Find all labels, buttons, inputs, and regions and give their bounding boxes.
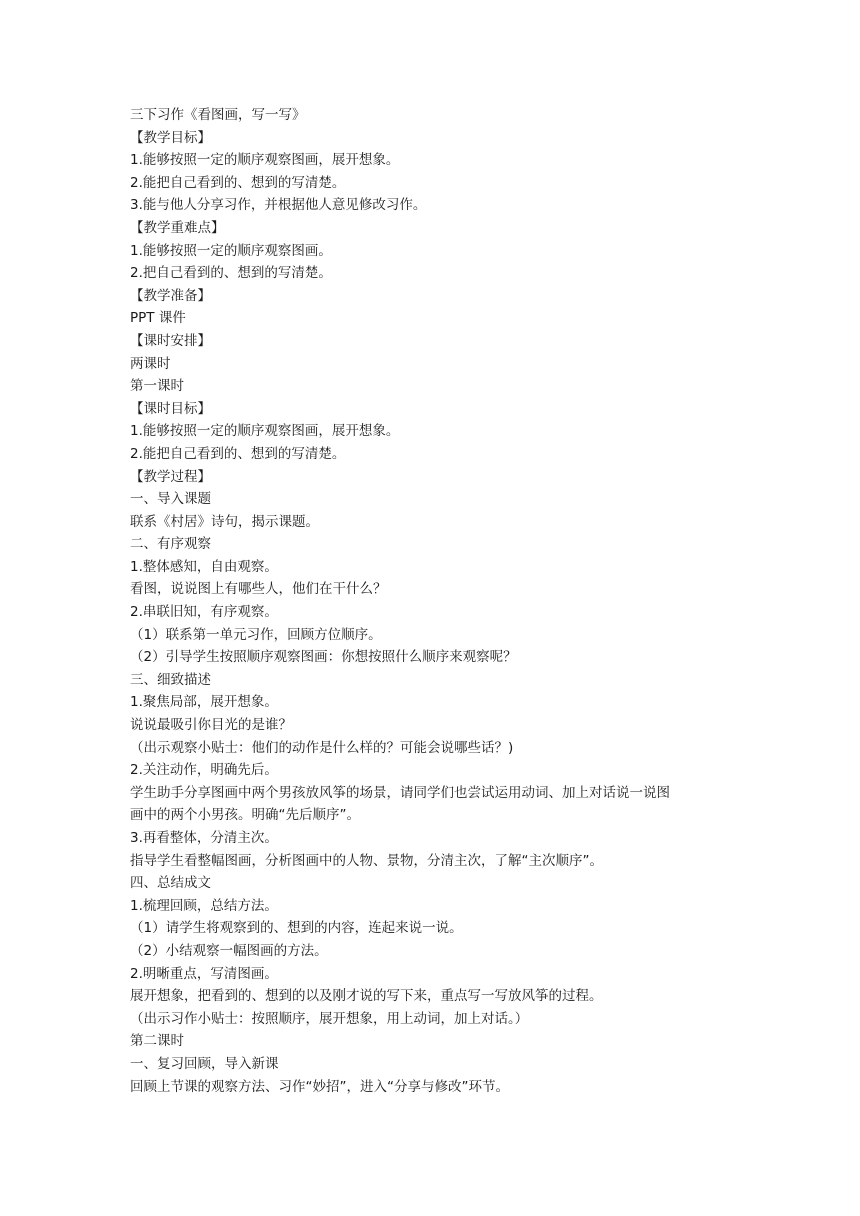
text-line: （1）联系第一单元习作，回顾方位顺序。 — [130, 626, 382, 643]
document-body — [130, 104, 740, 1098]
section-heading: 【教学过程】 — [130, 468, 211, 485]
text-line: 1.能够按照一定的顺序观察图画，展开想象。 — [130, 423, 400, 440]
section-heading: 【教学目标】 — [130, 129, 211, 146]
text-line: 说说最吸引你目光的是谁？ — [130, 717, 292, 734]
section-heading: 【课时目标】 — [130, 400, 211, 417]
lesson-heading: 第一课时 — [130, 378, 184, 395]
section-heading: 【教学重难点】 — [130, 219, 225, 236]
section-heading: 【课时安排】 — [130, 332, 211, 349]
text-line: 1.梳理回顾，总结方法。 — [130, 897, 278, 914]
text-line: （1）请学生将观察到的、想到的内容，连起来说一说。 — [130, 920, 463, 937]
text-line: 2.能把自己看到的、想到的写清楚。 — [130, 174, 346, 191]
text-line: 3.能与他人分享习作，并根据他人意见修改习作。 — [130, 197, 427, 214]
text-line: 2.明晰重点，写清图画。 — [130, 965, 278, 982]
text-line: 回顾上节课的观察方法、习作“妙招”，进入“分享与修改”环节。 — [130, 1078, 509, 1095]
text-line: 看图，说说图上有哪些人，他们在干什么？ — [130, 581, 387, 598]
text-line: 2.关注动作，明确先后。 — [130, 762, 278, 779]
section-heading: 【教学准备】 — [130, 287, 211, 304]
text-line: 1.能够按照一定的顺序观察图画。 — [130, 242, 332, 259]
text-line: 2.把自己看到的、想到的写清楚。 — [130, 265, 332, 282]
step-heading: 二、有序观察 — [130, 536, 211, 553]
text-line: 1.聚焦局部，展开想象。 — [130, 694, 278, 711]
text-line: 指导学生看整幅图画，分析图画中的人物、景物，分清主次，了解“主次顺序”。 — [130, 852, 603, 869]
text-line: 两课时 — [130, 355, 171, 372]
text-line: 2.能把自己看到的、想到的写清楚。 — [130, 445, 346, 462]
lesson-heading: 第二课时 — [130, 1033, 184, 1050]
step-heading: 一、复习回顾，导入新课 — [130, 1055, 279, 1072]
text-line: 学生助手分享图画中两个男孩放风筝的场景，请同学们也尝试运用动词、加上对话说一说图 — [130, 784, 670, 801]
step-heading: 一、导入课题 — [130, 491, 211, 508]
text-line: （出示观察小贴士：他们的动作是什么样的？可能会说哪些话？) — [130, 739, 514, 756]
text-line: 3.再看整体，分清主次。 — [130, 830, 278, 846]
text-line: 2.串联旧知，有序观察。 — [130, 604, 278, 621]
document-title: 三下习作《看图画，写一写》 — [130, 107, 306, 123]
text-line: 1.能够按照一定的顺序观察图画，展开想象。 — [130, 152, 400, 169]
text-line: PPT 课件 — [130, 310, 186, 327]
text-line: （2）小结观察一幅图画的方法。 — [130, 942, 328, 959]
text-line: （出示习作小贴士：按照顺序，展开想象，用上动词，加上对话。） — [130, 1010, 529, 1027]
step-heading: 三、细致描述 — [130, 671, 211, 688]
text-line: 联系《村居》诗句，揭示课题。 — [130, 513, 319, 530]
text-line: （2）引导学生按照顺序观察图画：你想按照什么顺序来观察呢？ — [130, 649, 517, 666]
text-line: 展开想象，把看到的、想到的以及刚才说的写下来，重点写一写放风筝的过程。 — [130, 988, 603, 1005]
text-line: 画中的两个小男孩。明确“先后顺序”。 — [130, 807, 360, 824]
step-heading: 四、总结成文 — [130, 875, 211, 892]
text-line: 1.整体感知，自由观察。 — [130, 558, 278, 575]
